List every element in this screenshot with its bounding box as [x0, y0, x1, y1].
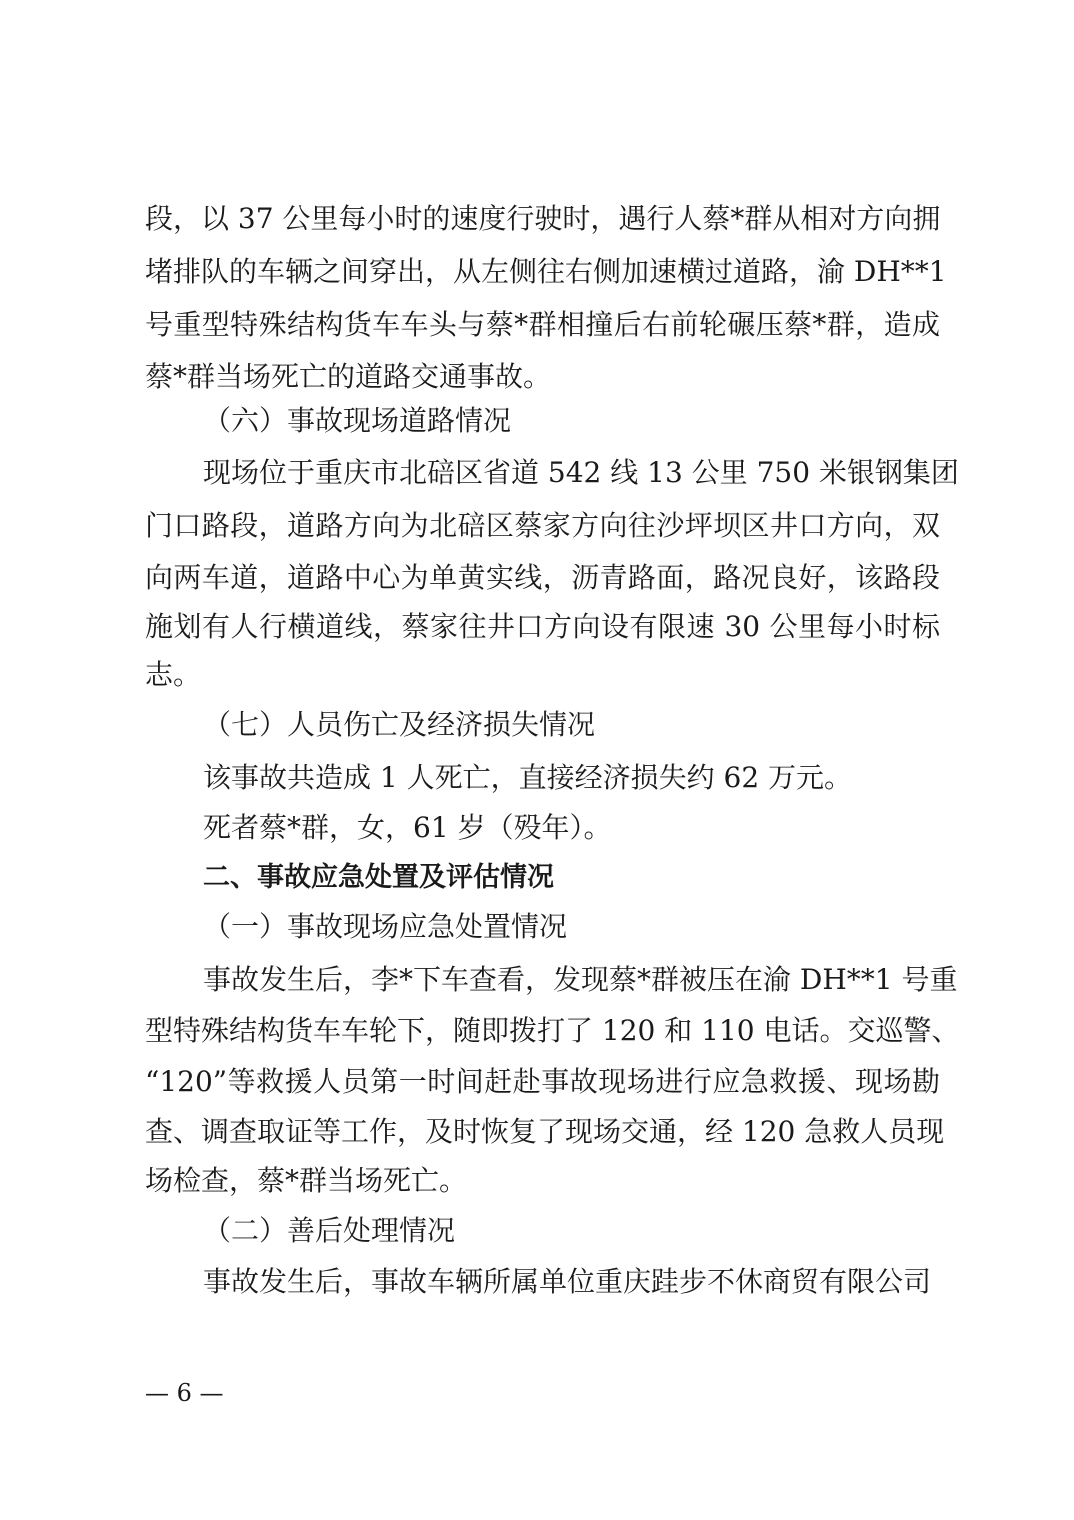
chapter-heading: 二、事故应急处置及评估情况 [203, 862, 554, 893]
body-line: 门口路段，道路方向为北碚区蔡家方向往沙坪坝区井口方向，双 [145, 509, 940, 542]
section-heading: （一）事故现场应急处置情况 [203, 910, 568, 943]
body-line: 堵排队的车辆之间穿出，从左侧往右侧加速横过道路，渝 DH**1 [145, 255, 947, 288]
body-line: “120”等救援人员第一时间赶赴事故现场进行应急救援、现场勘 [145, 1065, 940, 1098]
section-heading: （六）事故现场道路情况 [203, 404, 512, 437]
body-line: 该事故共造成 1 人死亡，直接经济损失约 62 万元。 [203, 761, 853, 794]
body-line: 蔡*群当场死亡的道路交通事故。 [145, 360, 552, 393]
body-line: 现场位于重庆市北碚区省道 542 线 13 公里 750 米银钢集团 [203, 456, 959, 489]
body-line: 向两车道，道路中心为单黄实线，沥青路面，路况良好，该路段 [145, 561, 940, 594]
body-line: 段，以 37 公里每小时的速度行驶时，遇行人蔡*群从相对方向拥 [145, 202, 941, 235]
body-line: 施划有人行横道线，蔡家往井口方向设有限速 30 公里每小时标 [145, 610, 940, 643]
page-number: — 6 — [145, 1379, 224, 1407]
body-line: 号重型特殊结构货车车头与蔡*群相撞后右前轮碾压蔡*群，造成 [145, 308, 940, 341]
body-line: 查、调查取证等工作，及时恢复了现场交通，经 120 急救人员现 [145, 1115, 945, 1148]
body-line: 死者蔡*群，女，61 岁（殁年）。 [203, 811, 612, 844]
section-heading: （二）善后处理情况 [203, 1214, 456, 1247]
body-line: 型特殊结构货车车轮下，随即拨打了 120 和 110 电话。交巡警、 [145, 1014, 960, 1047]
body-line: 事故发生后，事故车辆所属单位重庆跬步不休商贸有限公司 [203, 1265, 932, 1298]
body-line: 事故发生后，李*下车查看，发现蔡*群被压在渝 DH**1 号重 [203, 963, 958, 996]
body-line: 场检查，蔡*群当场死亡。 [145, 1164, 468, 1197]
section-heading: （七）人员伤亡及经济损失情况 [203, 708, 596, 741]
body-line: 志。 [145, 658, 202, 691]
